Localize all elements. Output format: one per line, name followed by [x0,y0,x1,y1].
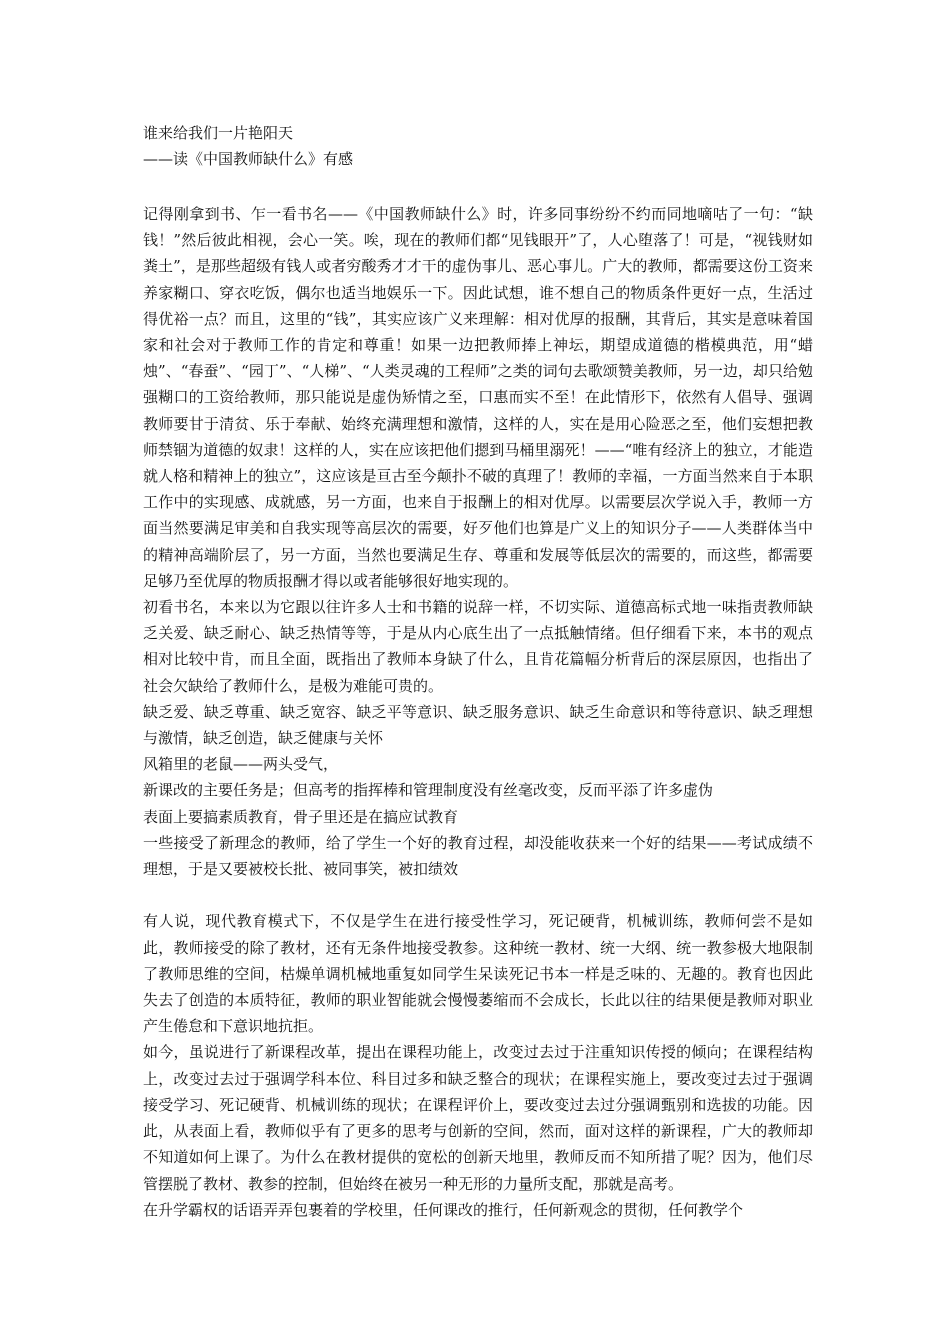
paragraph-3: 缺乏爱、缺乏尊重、缺乏宽容、缺乏平等意识、缺乏服务意识、缺乏生命意识和等待意识、缺乏理想与激情，缺乏创造，缺乏健康与关怀 [143,702,813,748]
document-page [143,0,813,1344]
paragraph-5: 新课改的主要任务是；但高考的指挥棒和管理制度没有丝毫改变，反而平添了许多虚伪 [143,781,714,800]
paragraph-2: 初看书名，本来以为它跟以往许多人士和书籍的说辞一样，不切实际、道德高标式地一味指责教师缺乏关爱、缺乏耐心、缺乏热情等等，于是从内心底生出了一点抵触情绪。但仔细看下来，本书的观点相对比较中肯，而且全面，既指出了教师本身缺了什么，且肯花篇幅分析背后的深层原因，也指出了社会欠缺给了教师什么，是极为难能可贵的。 [143,598,813,695]
paragraph-8: 有人说，现代教育模式下，不仅是学生在进行接受性学习，死记硬背，机械训练，教师何尝不是如此，教师接受的除了教材，还有无条件地接受教参。这种统一教材、统一大纲、统一教参极大地限制了教师思维的空间，枯燥单调机械地重复如同学生呆读死记书本一样是乏味的、无趣的。教育也因此失去了创造的本质特征，教师的职业智能就会慢慢萎缩而不会成长，长此以往的结果便是教师对职业产生倦怠和下意识地抗拒。 [143,912,813,1036]
document-body [143,201,813,1223]
paragraph-10: 在升学霸权的话语弄弄包裹着的学校里，任何课改的推行，任何新观念的贯彻，任何教学个 [143,1200,744,1219]
paragraph-4: 风箱里的老鼠——两头受气， [143,755,339,774]
title-block [143,120,813,172]
paragraph-9: 如今，虽说进行了新课程改革，提出在课程功能上，改变过去过于注重知识传授的倾向；在课程结构上，改变过去过于强调学科本位、科目过多和缺乏整合的现状；在课程实施上，要改变过去过于强调接受学习、死记硬背、机械训练的现状；在课程评价上，要改变过去过分强调甄别和选拔的功能。因此，从表面上看，教师似乎有了更多的思考与创新的空间，然而，面对这样的新课程，广大的教师却不知道如何上课了。为什么在教材提供的宽松的创新天地里，教师反而不知所措了呢？因为，他们尽管摆脱了教材、教参的控制，但始终在被另一种无形的力量所支配，那就是高考。 [143,1043,813,1193]
document-subtitle: ——读《中国教师缺什么》有感 [143,150,354,168]
paragraph-7: 一些接受了新理念的教师，给了学生一个好的教育过程，却没能收获来一个好的结果——考试成绩不理想，于是又要被校长批、被同事笑，被扣绩效 [143,833,813,879]
document-title: 谁来给我们一片艳阳天 [143,124,294,142]
paragraph-6: 表面上要搞素质教育，骨子里还是在搞应试教育 [143,807,459,826]
paragraph-1: 记得刚拿到书、乍一看书名——《中国教师缺什么》时，许多同事纷纷不约而同地嘀咕了一句：“缺钱！”然后彼此相视，会心一笑。唉，现在的教师们都“见钱眼开”了，人心堕落了！可是，“视钱财如粪土”，是那些超级有钱人或者穷酸秀才才干的虚伪事儿、恶心事儿。广大的教师，都需要这份工资来养家糊口、穿衣吃饭，偶尔也适当地娱乐一下。因此试想，谁不想自己的物质条件更好一点，生活过得优裕一点？而且，这里的“钱”，其实应该广义来理解：相对优厚的报酬，其背后，其实是意味着国家和社会对于教师工作的肯定和尊重！如果一边把教师捧上神坛，期望成道德的楷模典范，用“蜡烛”、“春蚕”、“园丁”、“人梯”、“人类灵魂的工程师”之类的词句去歌颂赞美教师，另一边，却只给勉强糊口的工资给教师，那只能说是虚伪矫情之至，口惠而实不至！在此情形下，依然有人倡导、强调教师要甘于清贫、乐于奉献、始终充满理想和激情，这样的人，实在是用心险恶之至，他们妄想把教师禁锢为道德的奴隶！这样的人，实在应该把他们摁到马桶里溺死！——“唯有经济上的独立，才能造就人格和精神上的独立”，这应该是亘古至今颠扑不破的真理了！教师的幸福，一方面当然来自于本职工作中的实现感、成就感，另一方面，也来自于报酬上的相对优厚。以需要层次学说入手，教师一方面当然要满足审美和自我实现等高层次的需要，好歹他们也算是广义上的知识分子——人类群体当中的精神高端阶层了，另一方面，当然也要满足生存、尊重和发展等低层次的需要的，而这些，都需要足够乃至优厚的物质报酬才得以或者能够很好地实现的。 [143,205,813,590]
